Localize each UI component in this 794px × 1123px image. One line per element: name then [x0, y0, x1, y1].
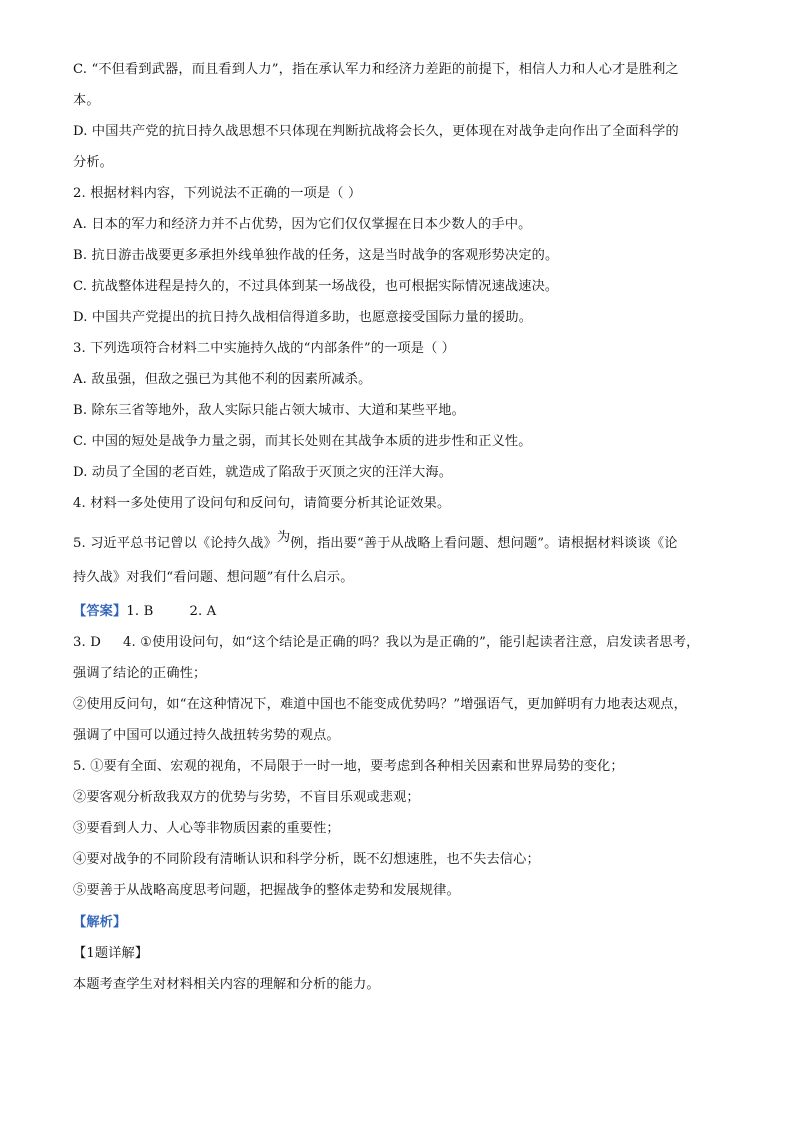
question-3: 3. 下列选项符合材料二中实施持久战的“内部条件”的一项是（ ）	[73, 341, 456, 356]
answer-3: 3. D	[73, 635, 101, 650]
answer-heading-line	[73, 604, 216, 620]
q2-option-b: B. 抗日游击战要更多承担外线单独作战的任务，这是当时战争的客观形势决定的。	[73, 248, 559, 263]
answer-line: 强调了中国可以通过持久战扭转劣势的观点。	[73, 728, 340, 743]
q5-part1: 5. 习近平总书记曾以《论持久战》	[73, 536, 277, 551]
answer-line: 强调了结论的正确性；	[73, 666, 207, 681]
analysis-text: 本题考查学生对材料相关内容的理解和分析的能力。	[73, 977, 380, 992]
answer-tag: 【答案】	[73, 604, 127, 619]
analysis-subheading: 【1题详解】	[73, 946, 149, 961]
option-d-line2: 分析。	[73, 155, 114, 170]
option-c-line1: C. “不但看到武器，而且看到人力”，指在承认军力和经济力差距的前提下，相信人力和人心才是胜利之	[73, 62, 679, 77]
option-d-line1: D. 中国共产党的抗日持久战思想不只体现在判断抗战将会长久，更体现在对战争走向作出了全面科学的	[73, 124, 679, 139]
answer-line: ②要客观分析敌我双方的优势与劣势，不盲目乐观或悲观；	[73, 790, 420, 805]
answer-1: 1. B	[126, 604, 154, 619]
q5-part2: 例，指出要“善于从战略上看问题、想问题”。请根据材料谈谈《论	[290, 536, 678, 551]
answer-line: ③要看到人力、人心等非物质因素的重要性；	[73, 821, 340, 836]
q3-option-a: A. 敌虽强，但敌之强已为其他不利的因素所减杀。	[73, 372, 372, 387]
answer-line: 5. ①要有全面、宏观的视角，不局限于一时一地，要考虑到各种相关因素和世界局势的变化；	[73, 759, 624, 774]
answer-3-4-line	[73, 635, 699, 651]
option-c-line2: 本。	[73, 93, 100, 108]
answer-line: ④要对战争的不同阶段有清晰认识和科学分析，既不幻想速胜，也不失去信心；	[73, 852, 540, 867]
q5-raised-char: 为	[276, 530, 291, 545]
answer-2: 2. A	[189, 604, 217, 619]
question-5-line2: 持久战》对我们“看问题、想问题”有什么启示。	[73, 570, 354, 585]
answer-line: ②使用反问句，如“在这种情况下，难道中国也不能变成优势吗？”增强语气，更加鲜明有力地表达观点，	[73, 697, 687, 712]
answer-4-line1: 4. ①使用设问句，如“这个结论是正确的吗？我以为是正确的”，能引起读者注意，启发读者思考，	[122, 635, 700, 650]
question-5-line1	[73, 530, 678, 552]
question-4: 4. 材料一多处使用了设问句和反问句，请简要分析其论证效果。	[73, 496, 451, 511]
q2-option-d: D. 中国共产党提出的抗日持久战相信得道多助，也愿意接受国际力量的援助。	[73, 310, 533, 325]
q2-option-c: C. 抗战整体进程是持久的，不过具体到某一场战役，也可根据实际情况速战速决。	[73, 279, 559, 294]
q3-option-d: D. 动员了全国的老百姓，就造成了陷敌于灭顶之灾的汪洋大海。	[73, 465, 453, 480]
answer-line: ⑤要善于从战略高度思考问题，把握战争的整体走势和发展规律。	[73, 883, 460, 898]
q3-option-b: B. 除东三省等地外，敌人实际只能占领大城市、大道和某些平地。	[73, 403, 465, 418]
question-2: 2. 根据材料内容，下列说法不正确的一项是（ ）	[73, 186, 362, 201]
q2-option-a: A. 日本的军力和经济力并不占优势，因为它们仅仅掌握在日本少数人的手中。	[73, 217, 532, 232]
q3-option-c: C. 中国的短处是战争力量之弱，而其长处则在其战争本质的进步性和正义性。	[73, 434, 532, 449]
analysis-tag: 【解析】	[73, 915, 127, 930]
